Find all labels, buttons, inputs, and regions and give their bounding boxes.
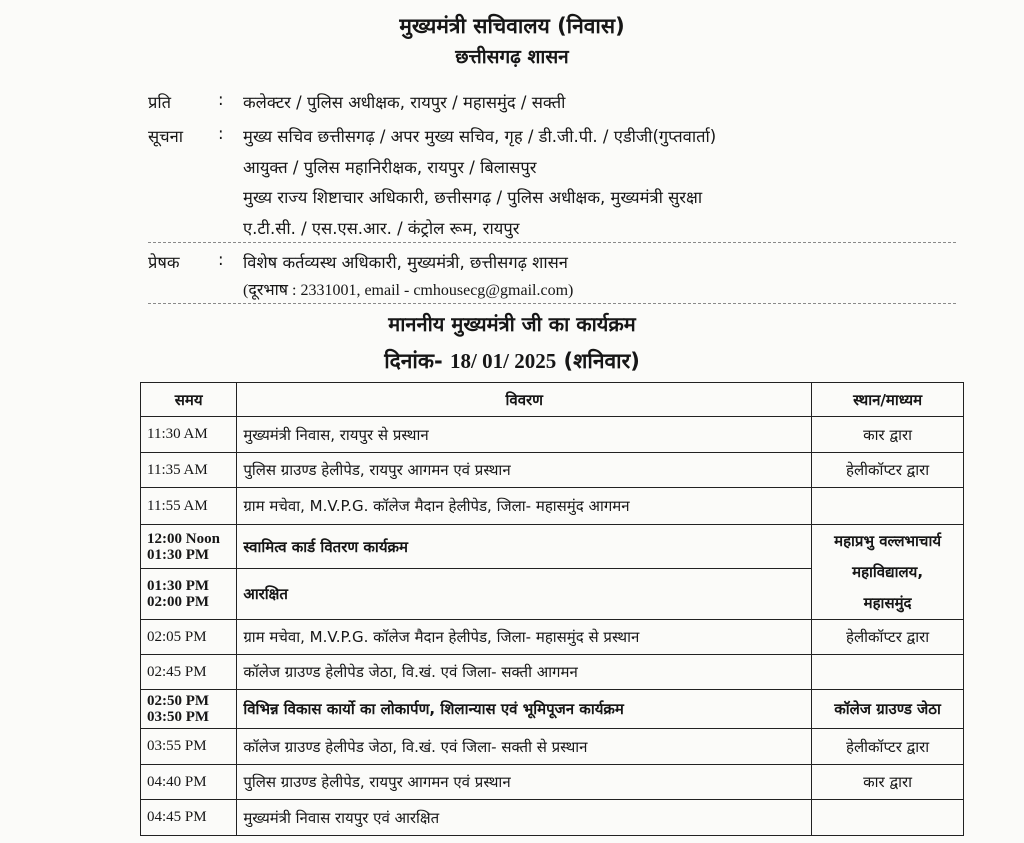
date-value: 18/ 01/ 2025: [450, 349, 557, 373]
colon: :: [218, 250, 224, 269]
row-time: 11:55 AM: [141, 488, 237, 525]
row-place: कॉलेज ग्राउण्ड जेठा: [812, 690, 964, 729]
place-line: महाप्रभु वल्लभाचार्य: [834, 531, 942, 550]
to-text: कलेक्टर / पुलिस अधीक्षक, रायपुर / महासमुंद / सक्ती: [243, 93, 566, 112]
table-row: [141, 655, 964, 690]
contact-info: (दूरभाष : 2331001, email - cmhousecg@gmail.com): [243, 282, 574, 299]
row-time-end: 03:50 PM: [147, 709, 210, 725]
row-time: 02:05 PM: [141, 620, 237, 655]
row-time: 04:40 PM: [141, 765, 237, 800]
row-place: हेलीकॉप्टर द्वारा: [812, 453, 964, 488]
table-row: [141, 729, 964, 765]
row-place: [812, 655, 964, 690]
table-row: [141, 525, 964, 569]
schedule-table: [140, 382, 964, 836]
date-day: (शनिवार): [563, 349, 640, 373]
colon: :: [218, 90, 224, 109]
header-time: समय: [141, 383, 237, 417]
place-line: महासमुंद: [863, 593, 912, 612]
row-description: आरक्षित: [237, 569, 812, 620]
sender-label: प्रेषक: [148, 253, 180, 272]
row-time-start: 02:50 PM: [147, 693, 210, 709]
header-place: स्थान/माध्यम: [812, 383, 964, 417]
row-description: कॉलेज ग्राउण्ड हेलीपेड जेठा, वि.खं. एवं जिला- सक्ती आगमन: [237, 655, 812, 690]
row-description: स्वामित्व कार्ड वितरण कार्यक्रम: [237, 525, 812, 569]
program-title: माननीय मुख्यमंत्री जी का कार्यक्रम: [388, 312, 636, 336]
row-place: कार द्वारा: [812, 417, 964, 453]
info-line: मुख्य सचिव छत्तीसगढ़ / अपर मुख्य सचिव, गृह / डी.जी.पी. / एडीजी(गुप्तवार्ता): [243, 127, 717, 146]
table-row: [141, 620, 964, 655]
row-time: 02:45 PM: [141, 655, 237, 690]
table-row: [141, 690, 964, 729]
row-place: हेलीकॉप्टर द्वारा: [812, 729, 964, 765]
row-time: 04:45 PM: [141, 800, 237, 836]
table-header-row: [141, 383, 964, 417]
table-row: [141, 765, 964, 800]
row-time: [141, 569, 237, 620]
table-row: [141, 417, 964, 453]
colon: :: [218, 124, 224, 143]
row-description: विभिन्न विकास कार्यो का लोकार्पण, शिलान्यास एवं भूमिपूजन कार्यक्रम: [237, 690, 812, 729]
table-row: [141, 800, 964, 836]
row-description: ग्राम मचेवा, M.V.P.G. कॉलेज मैदान हेलीपेड, जिला- महासमुंद से प्रस्थान: [237, 620, 812, 655]
government-title: छत्तीसगढ़ शासन: [455, 46, 569, 68]
place-line: महाविद्यालय,: [852, 562, 924, 581]
row-time: [141, 690, 237, 729]
row-place: [812, 488, 964, 525]
row-time-start: 01:30 PM: [147, 578, 210, 594]
to-label: प्रति: [148, 93, 172, 112]
header-description: विवरण: [237, 383, 812, 417]
row-time: 11:30 AM: [141, 417, 237, 453]
row-time: 03:55 PM: [141, 729, 237, 765]
info-line: मुख्य राज्य शिष्टाचार अधिकारी, छत्तीसगढ़ / पुलिस अधीक्षक, मुख्यमंत्री सुरक्षा: [243, 188, 703, 207]
row-time: 11:35 AM: [141, 453, 237, 488]
row-place: कार द्वारा: [812, 765, 964, 800]
row-description: कॉलेज ग्राउण्ड हेलीपेड जेठा, वि.खं. एवं जिला- सक्ती से प्रस्थान: [237, 729, 812, 765]
row-place: हेलीकॉप्टर द्वारा: [812, 620, 964, 655]
info-label: सूचना: [148, 127, 184, 146]
program-date: [0, 347, 1024, 375]
row-description: ग्राम मचेवा, M.V.P.G. कॉलेज मैदान हेलीपेड, जिला- महासमुंद आगमन: [237, 488, 812, 525]
row-time-end: 02:00 PM: [147, 594, 210, 610]
office-title: मुख्यमंत्री सचिवालय (निवास): [399, 14, 625, 38]
row-description: मुख्यमंत्री निवास, रायपुर से प्रस्थान: [237, 417, 812, 453]
sender-text: विशेष कर्तव्यस्थ अधिकारी, मुख्यमंत्री, छत्तीसगढ़ शासन: [243, 253, 568, 272]
row-time-start: 12:00 Noon: [147, 530, 220, 547]
info-line: ए.टी.सी. / एस.एस.आर. / कंट्रोल रूम, रायपुर: [243, 219, 520, 238]
row-place: [812, 800, 964, 836]
table-row: [141, 453, 964, 488]
row-description: पुलिस ग्राउण्ड हेलीपेड, रायपुर आगमन एवं प्रस्थान: [237, 453, 812, 488]
row-time-end: 01:30 PM: [147, 546, 210, 563]
divider-line: [148, 303, 956, 304]
table-row: [141, 488, 964, 525]
divider-line: [148, 242, 956, 243]
row-time: [141, 525, 237, 569]
date-prefix: दिनांक-: [384, 349, 443, 373]
row-place: [812, 525, 964, 620]
info-line: आयुक्त / पुलिस महानिरीक्षक, रायपुर / बिलासपुर: [243, 158, 537, 177]
row-description: मुख्यमंत्री निवास रायपुर एवं आरक्षित: [237, 800, 812, 836]
row-description: पुलिस ग्राउण्ड हेलीपेड, रायपुर आगमन एवं प्रस्थान: [237, 765, 812, 800]
